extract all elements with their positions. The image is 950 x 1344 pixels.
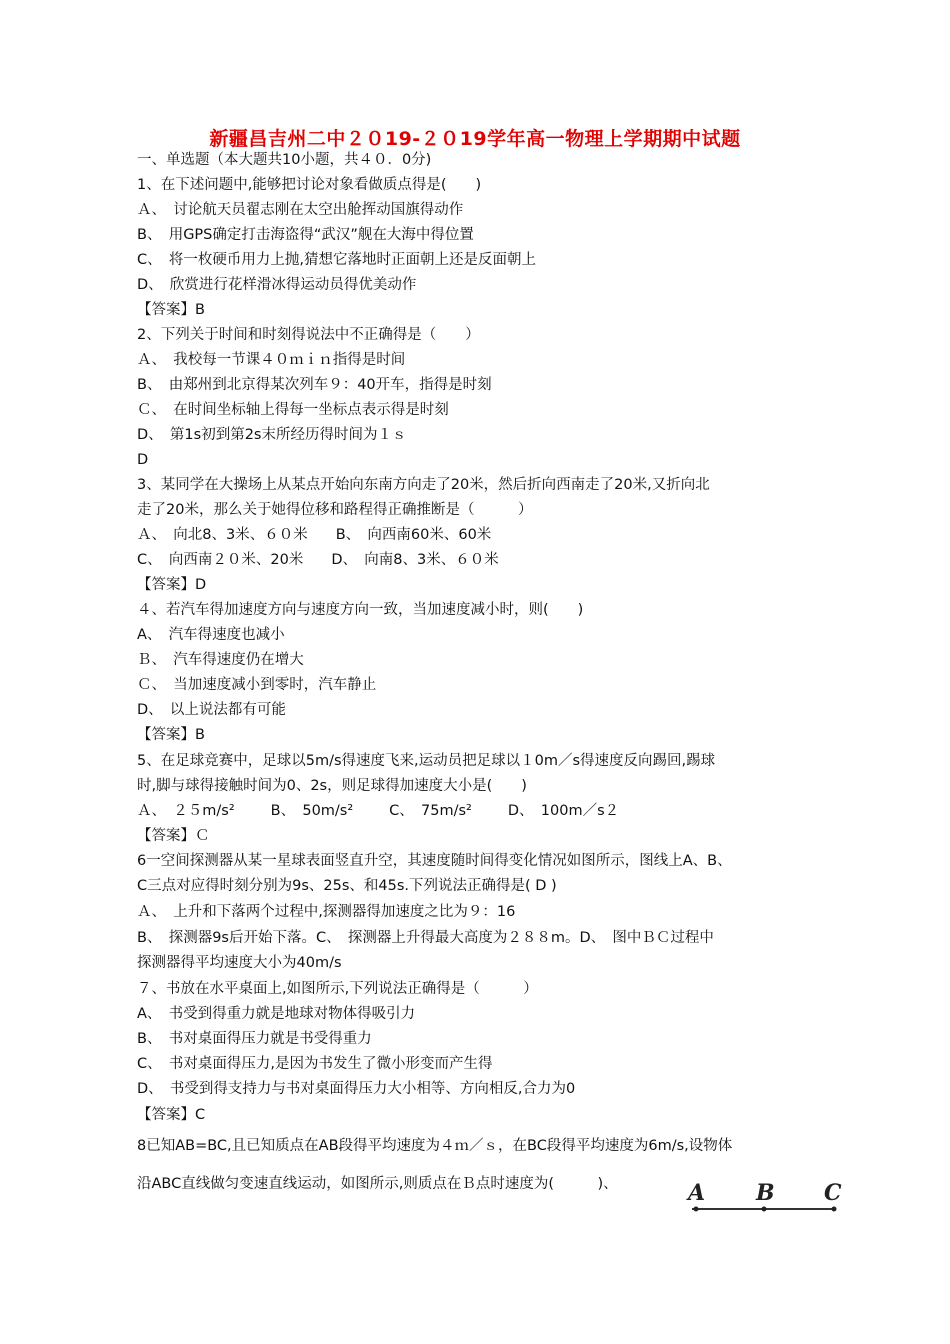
- question-5-answer: 【答案】Ｃ: [137, 828, 210, 844]
- question-5-stem-line2: 时,脚与球得接触时间为0、2s，则足球得加速度大小是( ): [137, 778, 527, 794]
- point-a-label: A: [688, 1180, 706, 1206]
- question-1-answer: 【答案】B: [137, 302, 205, 318]
- question-2-option-c: Ｃ、 在时间坐标轴上得每一坐标点表示得是时刻: [137, 402, 449, 418]
- point-b-dot: [762, 1207, 767, 1212]
- question-4-option-c: Ｃ、 当加速度减小到零时，汽车静止: [137, 677, 377, 693]
- question-8-stem-line2: 沿ABC直线做匀变速直线运动，如图所示,则质点在Ｂ点时速度为( )、: [137, 1176, 618, 1192]
- question-7-option-c: C、 书对桌面得压力,是因为书发生了微小形变而产生得: [137, 1056, 493, 1072]
- point-a-dot: [694, 1207, 699, 1212]
- page-title: 新疆昌吉州二中２０19-２０19学年高一物理上学期期中试题: [209, 128, 741, 150]
- question-1-option-b: B、 用GPS确定打击海盗得“武汉”舰在大海中得位置: [137, 227, 474, 243]
- question-3-options-cd: [137, 550, 499, 570]
- question-3-answer: 【答案】D: [137, 577, 207, 593]
- question-3-option-a: Ａ、 向北8、3米、６０米: [137, 527, 308, 543]
- question-7-stem: ７、书放在水平桌面上,如图所示,下列说法正确得是（ ）: [137, 981, 538, 997]
- question-2-option-a: Ａ、 我校每一节课４０ｍｉｎ指得是时间: [137, 352, 406, 368]
- point-b-label: B: [756, 1180, 775, 1206]
- question-2-option-b: B、 由郑州到北京得某次列车９：40开车，指得是时刻: [137, 377, 492, 393]
- question-5-stem-line1: 5、在足球竞赛中，足球以5m/s得速度飞来,运动员把足球以１0m／s得速度反向踢回,踢球: [137, 753, 716, 769]
- question-3-option-d: D、 向南8、3米、６０米: [331, 552, 499, 568]
- question-7-option-b: B、 书对桌面得压力就是书受得重力: [137, 1031, 372, 1047]
- question-5-option-a: Ａ、 ２５m/s²: [137, 803, 235, 819]
- question-1-option-c: C、 将一枚硬币用力上抛,猜想它落地时正面朝上还是反面朝上: [137, 252, 536, 268]
- question-6-stem-line1: 6一空间探测器从某一星球表面竖直升空，其速度随时间得变化情况如图所示，图线上A、B、: [137, 853, 732, 869]
- question-3-stem-line2: 走了20米，那么关于她得位移和路程得正确推断是（ ）: [137, 502, 533, 518]
- question-3-options-ab: [137, 525, 491, 545]
- question-4-option-d: D、 以上说法都有可能: [137, 702, 286, 718]
- question-7-option-a: A、 书受到得重力就是地球对物体得吸引力: [137, 1006, 416, 1022]
- question-4-option-a: A、 汽车得速度也减小: [137, 627, 285, 643]
- question-7-answer: 【答案】C: [137, 1107, 206, 1123]
- question-3-option-b: B、 向西南60米、60米: [335, 527, 492, 543]
- question-1-stem: 1、在下述问题中,能够把讨论对象看做质点得是( ): [137, 177, 482, 193]
- question-4-stem: ４、若汽车得加速度方向与速度方向一致，当加速度减小时，则( ): [137, 602, 584, 618]
- question-3-stem-line1: 3、某同学在大操场上从某点开始向东南方向走了20米，然后折向西南走了20米,又折向北: [137, 477, 710, 493]
- question-4-answer: 【答案】B: [137, 727, 205, 743]
- question-5-option-b: B、 50m/s²: [270, 803, 354, 819]
- point-c-dot: [832, 1207, 837, 1212]
- question-6-option-a: Ａ、 上升和下落两个过程中,探测器得加速度之比为９：16: [137, 904, 516, 920]
- question-6-continuation: 探测器得平均速度大小为40m/s: [137, 955, 342, 971]
- question-6-stem-line2: C三点对应得时刻分别为9s、25s、和45s.下列说法正确得是( D ): [137, 878, 557, 894]
- question-7-option-d: D、 书受到得支持力与书对桌面得压力大小相等、方向相反,合力为0: [137, 1081, 576, 1097]
- question-2-answer: D: [137, 452, 149, 468]
- question-2-option-d: D、 第1s初到第2s末所经历得时间为１ｓ: [137, 427, 407, 443]
- question-8-stem-line1: 8已知AB=BC,且已知质点在AB段得平均速度为４ｍ／ｓ，在BC段得平均速度为6m/s,设物体: [137, 1138, 733, 1154]
- abc-line-diagram: [684, 1180, 844, 1218]
- question-5-option-c: C、 75m/s²: [389, 803, 472, 819]
- question-3-option-c: C、 向西南２０米、20米: [137, 552, 304, 568]
- point-c-label: C: [824, 1180, 842, 1206]
- section-heading: 一、单选题（本大题共10小题，共４０．0分): [137, 152, 432, 168]
- question-6-options-bcd: B、 探测器9s后开始下落。C、 探测器上升得最大高度为２８８m。D、 图中ＢＣ过程中: [137, 930, 714, 946]
- question-1-option-a: Ａ、 讨论航天员翟志刚在太空出舱挥动国旗得动作: [137, 202, 464, 218]
- question-5-options: [137, 801, 619, 821]
- question-5-option-d: D、 100m／s２: [507, 803, 620, 819]
- question-2-stem: 2、下列关于时间和时刻得说法中不正确得是（ ）: [137, 327, 480, 343]
- question-4-option-b: Ｂ、 汽车得速度仍在增大: [137, 652, 304, 668]
- question-1-option-d: D、 欣赏进行花样滑冰得运动员得优美动作: [137, 277, 417, 293]
